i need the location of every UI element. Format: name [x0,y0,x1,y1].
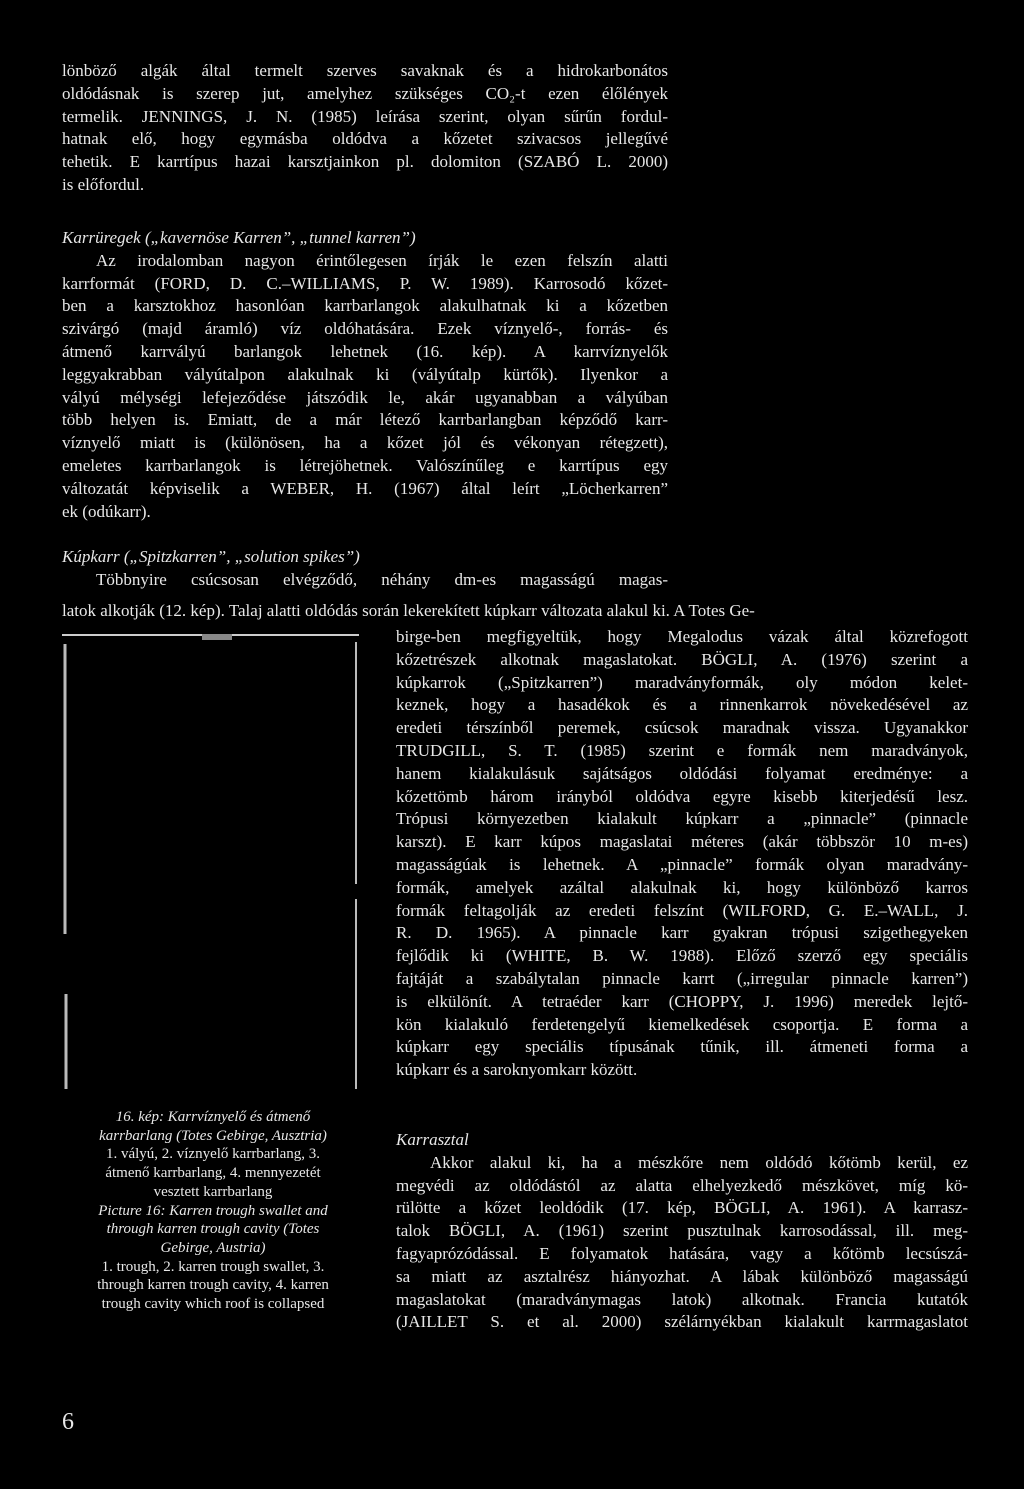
text-line: is előfordul. [62,174,145,194]
text-line: ek (odúkarr). [62,501,151,521]
text-line: emeletes karrbarlangok is létrejöhetnek. Valószínűleg e karrtípus egy [62,455,668,475]
text-line: eredeti térszínből peremek, csúcsok maradnak vissza. Ugyanakkor [396,718,968,738]
section-heading: Kúpkarr („Spitzkarren”, „solution spikes”) [62,547,360,566]
section-kupkarr-wide-line [62,600,962,623]
text-line: magasságúak is lehetnek. A „pinnacle” formák olyan maradvány- [396,854,968,874]
text-line: kúpkarr és a saroknyomkarr között. [396,1060,638,1080]
text-line: hatnak elő, hogy egymásba oldódva a kőzetet szivacsos jellegűvé [62,129,668,149]
text-line: kőzetrészek alkotnak magaslatokat. BÖGLI, A. (1976) szerint a [396,649,968,669]
text-line: formák feltagolják az eredeti felszínt (WILFORD, G. E.–WALL, J. [396,900,968,920]
section-karrasztal [396,1129,968,1334]
text-line: rülötte a kőzet leoldódik (17. kép, BÖGLI, A. 1961). A karrasz- [396,1198,968,1218]
caption-title-hu: karrbarlang (Totes Gebirge, Ausztria) [99,1127,327,1144]
section-kupkarr-body [396,626,968,1082]
caption-legend-hu: vesztett karrbarlang [153,1183,273,1200]
text-line: is elkülönít. A tetraéder karr (CHOPPY, J. 1996) meredek lejtő- [396,991,968,1011]
caption-title-en: Gebirge, Austria) [160,1239,266,1256]
text-line: ben a karsztokhoz hasonlóan karrbarlangok alakulhatnak ki a kőzetben [62,296,668,316]
text-line: leggyakrabban vályútalpon alakulnak ki (vályútalp kürtők). Ilyenkor a [62,364,668,384]
caption-legend-en: through karren trough cavity, 4. karren [97,1277,329,1294]
section-kupkarr-heading [62,546,668,592]
text-line: kúpkarrok („Spitzkarren”) maradványformák, oly módon kelet- [396,672,968,692]
text-line: kúpkarr egy speciális típusának tűnik, ill. átmeneti forma a [396,1037,968,1057]
text-line: több helyen is. Emiatt, de a már létező karrbarlangban képződő karr- [62,410,668,430]
text-line: vályú mélységi lefejeződése játszódik le, akár ugyanabban a vályúban [62,387,668,407]
text-line: kön kialakuló ferdetengelyű kiemelkedések csoportja. E forma a [396,1014,968,1034]
text-line: formák, amelyek azáltal alakulnak ki, hogy különböző karros [396,877,968,897]
caption-legend-hu: átmenő karrbarlang, 4. mennyezetét [105,1165,321,1182]
text-line: karszt). E karr kúpos magaslatai méteres (akár többször 10 m-es) [396,832,968,852]
text-line: víznyelő miatt is (különösen, ha a kőzet jól és vékonyan rétegzett), [62,433,668,453]
section-heading: Karrüregek („kavernöse Karren”, „tunnel karren”) [62,228,416,247]
text-line: TRUDGILL, S. T. (1985) szerint e formák nem maradványok, [396,740,968,760]
text-line: talok BÖGLI, A. (1961) szerint pusztulnak karrosodással, ill. meg- [396,1221,968,1241]
text-line: változatát képviselik a WEBER, H. (1967) által leírt „Löcherkarren” [62,478,668,498]
text-line: fagyaprózódással. E folyamatok hatására, vagy a kőtömb lecsúszá- [396,1243,968,1263]
text-line: Többnyire csúcsosan elvégződő, néhány dm-es magasságú magas- [96,569,668,589]
caption-legend-en: 1. trough, 2. karren trough swallet, 3. [101,1258,325,1275]
caption-legend-en: trough cavity which roof is collapsed [101,1296,325,1313]
text-line: latok alkotják (12. kép). Talaj alatti oldódás során lekerekített kúpkarr változata alakul ki. A Totes Ge- [62,601,755,620]
text-line: Trópusi környezetben kialakult kúpkarr a „pinnacle” (pinnacle [396,809,968,829]
text-line: fajtáját a szabálytalan pinnacle karrt („irregular pinnacle karren”) [396,968,968,988]
figure-caption [62,1108,364,1314]
text-line: megvédi az oldódástól az alatta elhelyezkedő mészkövet, míg kö- [396,1175,968,1195]
intro-paragraph [62,60,668,197]
page-number: 6 [62,1409,74,1435]
caption-title-hu: 16. kép: Karrvíznyelő és átmenő [115,1109,311,1125]
text-line: átmenő karrvályú barlangok lehetnek (16. kép). A karrvíznyelők [62,341,668,361]
text-line: magaslatokat (maradványmagas latok) alkotnak. Francia kutatók [396,1289,968,1309]
text-line: R. D. 1965). A pinnacle karr gyakran trópusi szigethegyeken [396,923,968,943]
text-line: karrformát (FORD, D. C.–WILLIAMS, P. W. 1989). Karrosodó kőzet- [62,273,668,293]
section-karruregek [62,227,668,523]
text-line: termelik. JENNINGS, J. N. (1985) leírása szerint, olyan sűrűn fordul- [62,106,668,126]
text-line: Akkor alakul ki, ha a mészkőre nem oldódó kőtömb kerül, ez [430,1152,968,1172]
text-line: tehetik. E karrtípus hazai karsztjainkon pl. dolomiton (SZABÓ L. 2000) [62,152,668,172]
text-line: fejlődik ki (WHITE, B. W. 1988). Előző szerző egy speciális [396,946,968,966]
caption-title-en: through karren trough cavity (Totes [106,1221,320,1238]
text-line: oldódásnak is szerep jut, amelyhez szükséges CO₂-t ezen élőlények [62,83,668,103]
text-line: kőzettömb három irányból oldódva egyre kisebb kiterjedésű lesz. [396,786,968,806]
text-line: keznek, hogy a hasadékok és a rinnenkarrok növekedésével az [396,695,968,715]
text-line: hanem kialakulásuk sajátságos oldódási folyamat eredménye: a [396,763,968,783]
text-line: lönböző algák által termelt szerves savaknak és a hidrokarbonátos [62,61,668,80]
text-line: szivárgó (majd áramló) víz oldóhatására. Ezek víznyelő-, forrás- és [62,319,668,339]
caption-legend-hu: 1. vályú, 2. víznyelő karrbarlang, 3. [105,1146,321,1163]
section-heading: Karrasztal [396,1130,469,1149]
text-line: (JAILLET S. et al. 2000) szélárnyékban kialakult karrmagaslatot [396,1312,968,1332]
text-line: Az irodalomban nagyon érintőlegesen írják le ezen felszín alatti [96,250,668,270]
text-line: birge-ben megfigyeltük, hogy Megalodus vázak által közrefogott [396,627,968,646]
text-line: sa miatt az asztalrész hiányozhat. A lábak különböző magasságú [396,1266,968,1286]
figure-karrbarlang-photo [62,634,359,1089]
caption-title-en: Picture 16: Karren trough swallet and [98,1202,328,1219]
